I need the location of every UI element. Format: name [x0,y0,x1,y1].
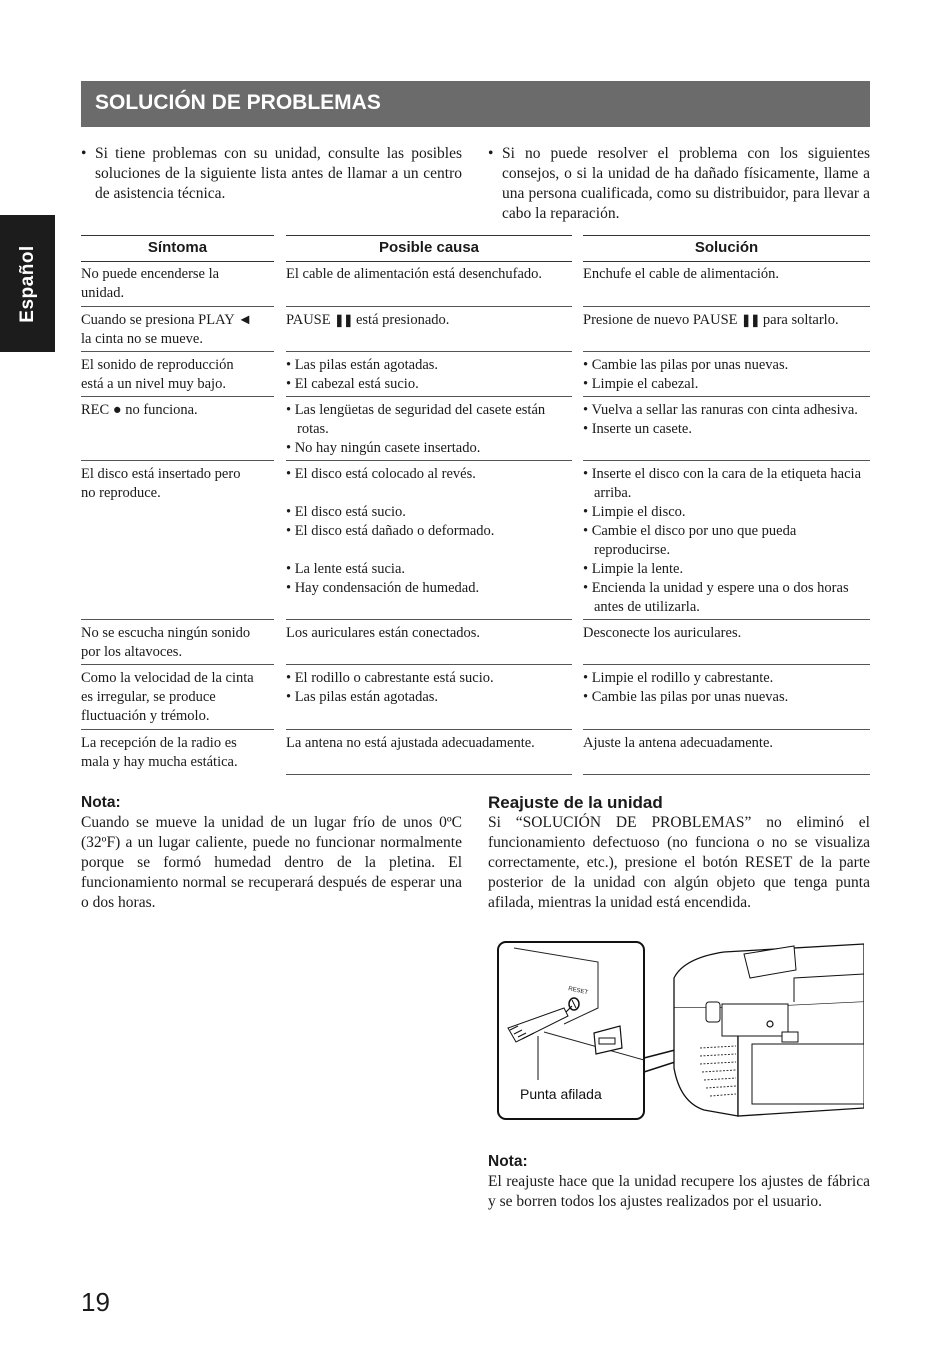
cell-bullet-item: • El disco está colocado al revés. [286,466,476,482]
cell-bullet-item: • Inserte el disco con la cara de la etiqueta hacia arriba. [583,466,862,501]
figure-caption: Punta afilada [520,1086,602,1102]
note-heading: Nota: [488,1153,528,1170]
cell-text: El disco está insertado pero [81,466,241,482]
table-row [81,461,870,620]
cell-text: unidad. [81,285,125,301]
intro-left [81,144,462,204]
table-row [81,307,870,352]
cell-bullet-item: • Las pilas están agotadas. [286,357,439,373]
reset-diagram-svg [494,938,864,1124]
cell-text: por los altavoces. [81,644,183,660]
cell-text: Como la velocidad de la cinta [81,670,254,686]
reset-section [488,793,870,913]
cell-causa [286,665,572,730]
cell-solucion [583,730,870,775]
cell-text-tail: está presionado. [355,312,450,328]
cell-causa [286,730,572,775]
cell-solucion [583,620,870,665]
cell-causa [286,352,572,397]
cell-text: es irregular, se produce [81,689,216,705]
cell-solucion [583,352,870,397]
header-causa: Posible causa [286,235,572,262]
reset-illustration [494,938,864,1124]
intro-right [488,144,870,224]
table-row [81,261,870,307]
header-solucion: Solución [583,235,870,262]
cell-sintoma [81,352,274,397]
note-right [488,1152,870,1212]
spacer [286,484,572,503]
spacer [286,541,572,560]
bullet: • [81,145,87,162]
cell-bullet-item: • Cambie las pilas por unas nuevas. [583,689,789,705]
page-number: 19 [81,1287,110,1317]
cell-text: La antena no está ajustada adecuadamente. [286,735,535,751]
reset-heading: Reajuste de la unidad [488,793,663,812]
cell-sintoma [81,307,274,352]
cell-solucion [583,307,870,352]
table-header [81,235,870,261]
page-title: SOLUCIÓN DE PROBLEMAS [95,91,381,114]
cell-text: REC ● no funciona. [81,402,198,418]
intro-right-text: Si no puede resolver el problema con los siguientes consejos, o si la unidad de ha dañado físicamente, llame a una persona cualificada, como su distribuidor, para llevar a cabo la reparación. [502,145,870,222]
cell-text: mala y hay mucha estática. [81,754,238,770]
table-row [81,665,870,730]
cell-bullet-item: • Encienda la unidad y espere una o dos horas antes de utilizarla. [583,580,849,615]
cell-text: No puede encenderse la [81,266,220,282]
cell-text: El cable de alimentación está desenchufado. [286,266,543,282]
cell-sintoma [81,730,274,775]
reset-text: Si “SOLUCIÓN DE PROBLEMAS” no eliminó el funcionamiento defectuoso (no funciona o no se visualiza correctamente, etc.), presione el botón RESET de la parte posterior de la unidad con algún objeto que tenga punta afilada, mientras la unidad está encendida. [488,814,870,911]
cell-sintoma [81,261,274,307]
cell-bullet-item: • Inserte un casete. [583,421,692,437]
bullet: • [488,145,494,162]
cell-text: Ajuste la antena adecuadamente. [583,735,774,751]
section-title-bar [81,81,870,127]
solution-text-head: Presione de nuevo PAUSE [583,312,738,328]
cell-causa [286,261,572,307]
cell-solucion [583,261,870,307]
cell-causa [286,307,572,352]
cell-sintoma [81,620,274,665]
cell-causa [286,461,572,620]
cell-bullet-item: • Limpie el cabezal. [583,376,699,392]
unit-body-icon [674,944,864,1116]
header-sintoma: Síntoma [81,235,274,262]
cell-bullet-item: • El disco está dañado o deformado. [286,523,495,539]
note-text: Cuando se mueve la unidad de un lugar frío de unos 0ºC (32ºF) a un lugar caliente, puede no funcionar normalmente porque se formó humedad dentro de la pletina. El funcionamiento normal se recuperará después de esperar una o dos horas. [81,814,462,911]
table-row [81,352,870,397]
reset-label: RESET [567,986,589,997]
cell-bullet-item: • El cabezal está sucio. [286,376,419,392]
cell-text: Cuando se presiona PLAY ◄ [81,312,253,328]
cell-sintoma [81,665,274,730]
language-tab-label: Español [16,244,38,323]
cell-solucion [583,665,870,730]
note-left [81,793,462,913]
cell-text: Enchufe el cable de alimentación. [583,266,780,282]
cell-text: la cinta no se mueve. [81,331,203,347]
pause-icon: ❚❚ [334,313,353,327]
cell-sintoma [81,397,274,461]
intro-left-text: Si tiene problemas con su unidad, consulte las posibles soluciones de la siguiente lista antes de llamar a un centro de asistencia técnica. [95,145,462,202]
cell-text: está a un nivel muy bajo. [81,376,226,392]
table-row [81,730,870,775]
cell-bullet-item: • Hay condensación de humedad. [286,580,480,596]
cell-causa [286,620,572,665]
pause-word: PAUSE [286,312,331,328]
cell-text [583,311,870,330]
cell-text: no reproduce. [81,485,161,501]
table-row [81,620,870,665]
cell-bullet-item: • La lente está sucia. [286,561,406,577]
cell-text [286,311,572,330]
cell-bullet-item: • El rodillo o cabrestante está sucio. [286,670,494,686]
cell-text: La recepción de la radio es [81,735,237,751]
cell-text: Desconecte los auriculares. [583,625,742,641]
cell-bullet-item: • Limpie la lente. [583,561,684,577]
cell-bullet-item: • El disco está sucio. [286,504,406,520]
solution-text-tail: para soltarlo. [762,312,839,328]
cell-bullet-item: • Las pilas están agotadas. [286,689,439,705]
cell-causa [286,397,572,461]
pause-icon: ❚❚ [741,313,760,327]
cell-sintoma [81,461,274,620]
note-heading: Nota: [81,794,121,811]
note-text: El reajuste hace que la unidad recupere los ajustes de fábrica y se borren todos los ajustes realizados por el usuario. [488,1173,870,1210]
table-row [81,397,870,461]
cell-bullet-item: • Las lengüetas de seguridad del casete están rotas. [286,402,546,437]
cell-text: El sonido de reproducción [81,357,234,373]
cell-bullet-item: • No hay ningún casete insertado. [286,440,481,456]
language-tab [0,215,55,352]
cell-text: No se escucha ningún sonido [81,625,251,641]
cell-solucion [583,461,870,620]
cell-solucion [583,397,870,461]
cell-bullet-item: • Vuelva a sellar las ranuras con cinta adhesiva. [583,402,858,418]
cell-bullet-item: • Cambie el disco por uno que pueda reproducirse. [583,523,797,558]
cell-bullet-item: • Limpie el rodillo y cabrestante. [583,670,774,686]
troubleshooting-table [81,235,870,775]
cell-text: Los auriculares están conectados. [286,625,481,641]
cell-bullet-item: • Cambie las pilas por unas nuevas. [583,357,789,373]
cell-text: fluctuación y trémolo. [81,708,210,724]
cell-bullet-item: • Limpie el disco. [583,504,686,520]
